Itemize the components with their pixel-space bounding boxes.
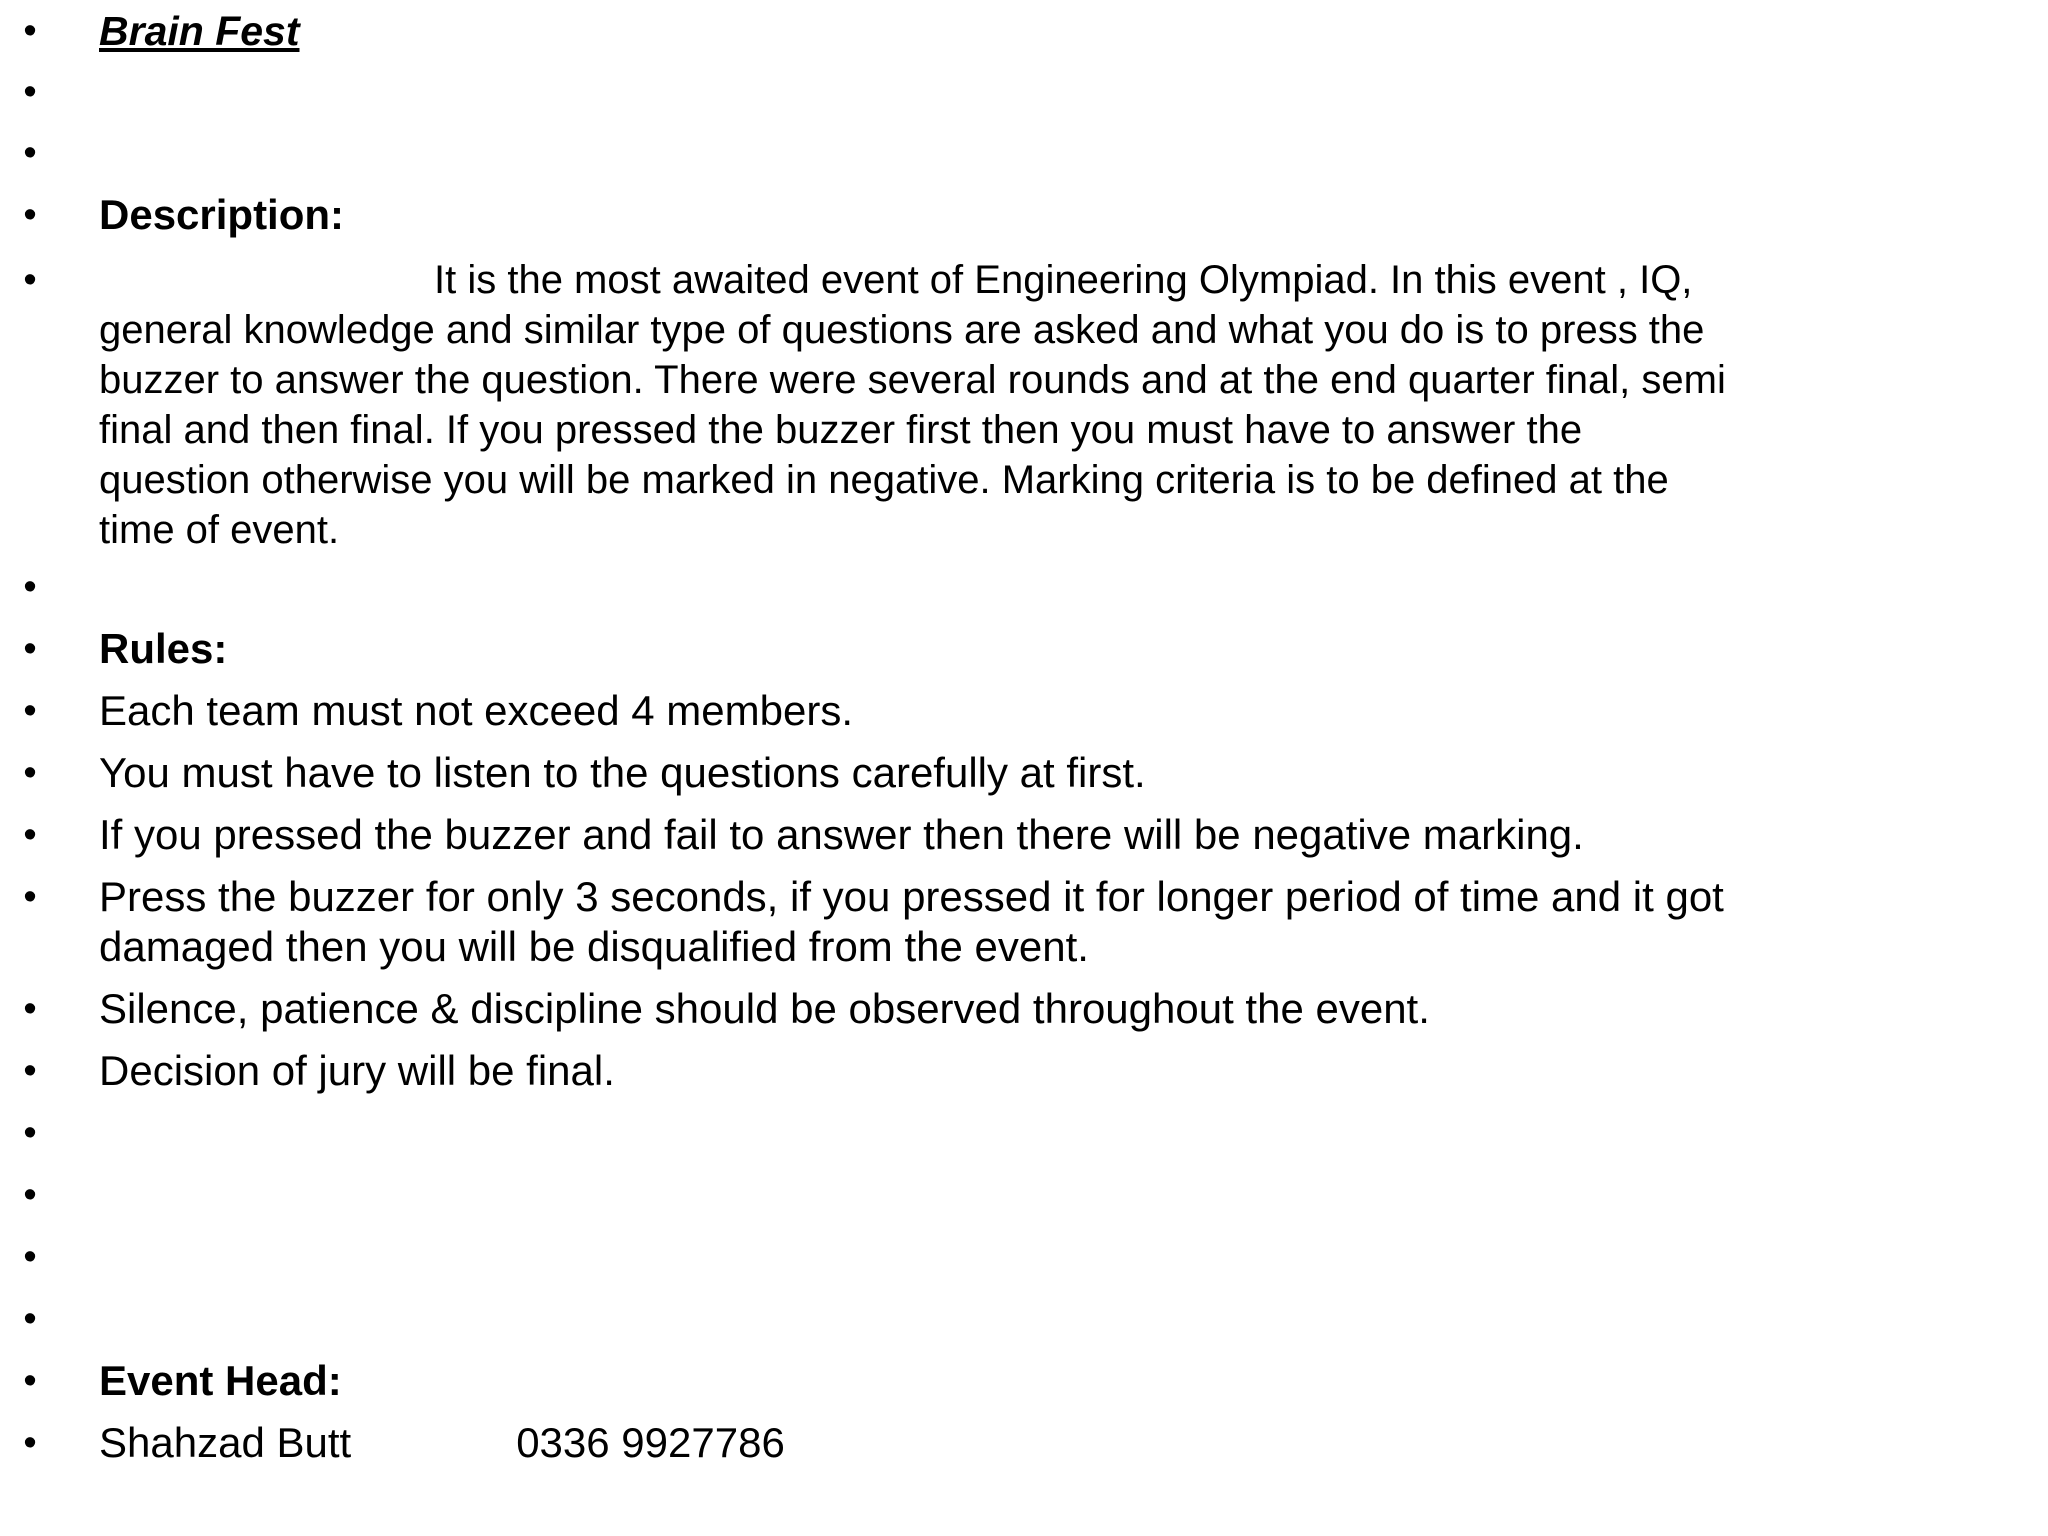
- bullet: •: [23, 814, 37, 856]
- bullet: •: [23, 988, 37, 1030]
- bullet: •: [23, 566, 37, 608]
- bullet: •: [23, 752, 37, 794]
- bullet: •: [23, 876, 37, 918]
- event-head-heading: Event Head:: [99, 1357, 342, 1404]
- rule-text: Decision of jury will be final.: [99, 1047, 615, 1094]
- bullet: •: [23, 1298, 37, 1340]
- rules-heading: Rules:: [99, 625, 228, 672]
- page-title: Brain Fest: [99, 8, 300, 54]
- bullet: •: [23, 1422, 37, 1464]
- description-line: time of event.: [99, 508, 340, 552]
- description-line: buzzer to answer the question. There were several rounds and at the end quarter final, semi: [99, 358, 1726, 402]
- rule-text: Press the buzzer for only 3 seconds, if you pressed it for longer period of time and it got damaged then you will be disqualified from the event.: [99, 873, 1724, 970]
- bullet: •: [23, 194, 37, 236]
- description-line: question otherwise you will be marked in negative. Marking criteria is to be defined at the: [99, 458, 1669, 502]
- rule-text: Silence, patience & discipline should be observed throughout the event.: [99, 985, 1430, 1032]
- bullet: •: [23, 628, 37, 670]
- bullet: •: [23, 1360, 37, 1402]
- event-head-contact: [99, 1418, 2039, 1468]
- bullet: •: [23, 690, 37, 732]
- bullet: •: [23, 71, 37, 113]
- description-heading: Description:: [99, 191, 345, 238]
- bullet: •: [23, 1050, 37, 1092]
- bullet: •: [23, 259, 37, 301]
- rule-text: You must have to listen to the questions carefully at first.: [99, 749, 1146, 796]
- bullet: •: [23, 1112, 37, 1154]
- event-head-phone: 0336 9927786: [516, 1419, 785, 1466]
- description-line: final and then final. If you pressed the buzzer first then you must have to answer the: [99, 408, 1583, 452]
- bullet: •: [23, 1236, 37, 1278]
- description-text: [99, 255, 2034, 555]
- bullet: •: [23, 132, 37, 174]
- rule-text: Each team must not exceed 4 members.: [99, 687, 854, 734]
- event-head-name: Shahzad Butt: [99, 1419, 352, 1466]
- bullet: •: [23, 10, 37, 52]
- description-line: It is the most awaited event of Engineering Olympiad. In this event , IQ,: [434, 258, 1693, 302]
- description-line: general knowledge and similar type of questions are asked and what you do is to press the: [99, 308, 1705, 352]
- bullet: •: [23, 1174, 37, 1216]
- rule-text: If you pressed the buzzer and fail to answer then there will be negative marking.: [99, 811, 1584, 858]
